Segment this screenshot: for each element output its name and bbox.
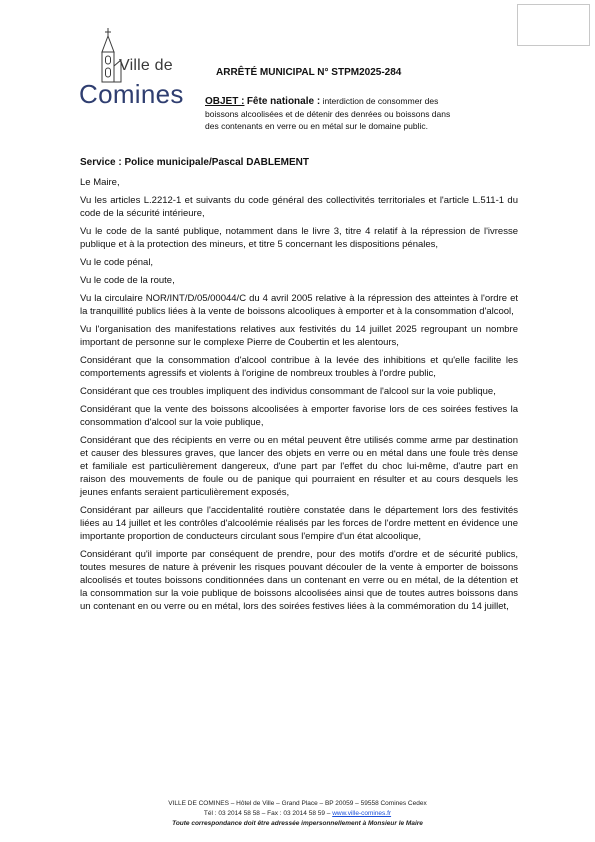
- website-link[interactable]: www.ville-comines.fr: [332, 810, 392, 817]
- paragraph: Considérant que ces troubles impliquent des individus consommant de l'alcool sur la voie publique,: [80, 386, 496, 397]
- corner-box: [517, 4, 590, 46]
- logo-line1: Ville de: [119, 57, 173, 74]
- footer-notice: Toute correspondance doit être adressée impersonnellement à Monsieur le Maire: [172, 820, 423, 827]
- paragraph: Considérant que la consommation d'alcool contribue à la levée des inhibitions et qu'elle facilite les comportements agressifs et violents à l'origine de nombreux troubles à l'ordre public,: [80, 355, 518, 379]
- paragraph: Vu la circulaire NOR/INT/D/05/00044/C du 4 avril 2005 relative à la répression des atteintes à l'ordre et la tranquillité publics liées à la vente de boissons alcooliques à emporter et à la consommation d'alcool,: [80, 293, 518, 317]
- paragraph: Vu le code pénal,: [80, 257, 154, 268]
- church-icon: [91, 26, 131, 86]
- document-body: [80, 176, 518, 618]
- logo-line2: Comines: [79, 79, 184, 109]
- paragraph: Considérant qu'il importe par conséquent de prendre, pour des motifs d'ordre et de sécurité publics, toutes mesures de nature à prévenir les risques pouvant découler de la vente à emporter de boissons alcoolisés et toutes boissons conditionnées dans un contenant en verre ou en métal, de la détention et la consommation sur la voie publique de boissons alcoolisées ainsi que de toutes autres boissons dans un contenant en ou verre ou en métal, lors des soirées festives liées à la commémoration du 14 juillet,: [80, 549, 518, 612]
- objet-text: interdiction de consommer des boissons alcoolisées et de détenir des denrées ou boissons dans des contenants en verre ou en métal sur le domaine public.: [205, 96, 451, 131]
- service-line: Service : Police municipale/Pascal DABLEMENT: [80, 157, 309, 168]
- page-title: ARRÊTÉ MUNICIPAL N° STPM2025-284: [216, 67, 402, 78]
- paragraph: Vu les articles L.2212-1 et suivants du code général des collectivités territoriales et l'article L.511-1 du code de la sécurité intérieure,: [80, 195, 518, 219]
- objet-label: OBJET :: [205, 96, 245, 107]
- paragraph: Vu l'organisation des manifestations relatives aux festivités du 14 juillet 2025 regroupant un nombre important de personne sur le complexe Pierre de Coubertin et les alentours,: [80, 324, 518, 348]
- paragraph: Considérant par ailleurs que l'accidentalité routière constatée dans le département lors des festivités liées au 14 juillet et les contrôles d'alcoolémie réalisés par les forces de l'ordre mettent en évidence une importante proportion de conducteurs circulant sous l'empire d'un état alcoolique,: [80, 505, 518, 542]
- footer-contact: [0, 809, 595, 819]
- footer-phone: Tél : 03 2014 58 58 – Fax : 03 2014 58 59 –: [203, 810, 331, 817]
- objet-subject: Fête nationale :: [246, 96, 321, 107]
- footer-address: VILLE DE COMINES – Hôtel de Ville – Grand Place – BP 20059 – 59558 Comines Cedex: [168, 800, 427, 807]
- footer: [0, 799, 595, 829]
- objet-block: [205, 95, 461, 132]
- paragraph: Considérant que la vente des boissons alcoolisées à emporter favorise lors de ces soirées festives la consommation d'alcool sur la voie publique,: [80, 404, 518, 428]
- paragraph: Le Maire,: [80, 177, 120, 188]
- paragraph: Vu le code de la santé publique, notamment dans le livre 3, titre 4 relatif à la répression de l'ivresse publique et à la protection des mineurs, et titre 5 concernant les dispositions pénales,: [80, 226, 518, 250]
- paragraph: Vu le code de la route,: [80, 275, 175, 286]
- paragraph: Considérant que des récipients en verre ou en métal peuvent être utilisés comme arme par destination et causer des blessures graves, que lancer des objets en verre ou en métal dans une foule très dense et familiale est particulièrement dangereux, d'une part par l'effet du choc lui-même, d'autre part en raison des mouvements de foule ou de panique qui pourraient en résulter et au cours desquels les jeunes enfants seraient particulièrement exposés,: [80, 435, 518, 498]
